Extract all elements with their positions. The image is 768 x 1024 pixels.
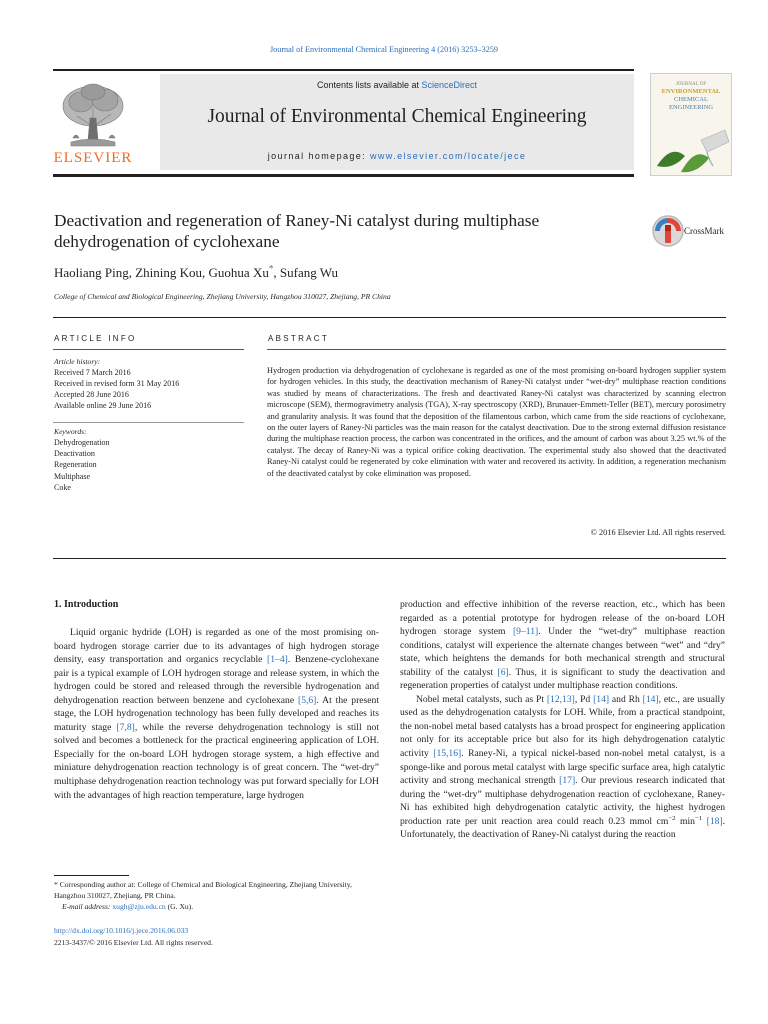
abstract-rule: [267, 349, 726, 350]
text-run: Nobel metal catalysts, such as Pt: [416, 693, 547, 705]
text-run: min: [675, 815, 695, 827]
citation-link[interactable]: [15,16]: [433, 748, 462, 760]
keyword: Deactivation: [54, 449, 95, 458]
paragraph: [400, 693, 725, 842]
text-run: . Benzene-cyclohexane pair is a typical example of LOH hydrogen storage and release system, in which the hydrogen could be stored and released through the reversible hydrogenation and dehydrogenation reaction between benzene and cyclohexane: [54, 654, 379, 706]
text-run: production and effective inhibition of the reverse reaction, etc., which has been regarded as a potential prototype for hydrogen release of the on-board LOH hydrogen storage system: [400, 599, 725, 638]
footnote-text: Corresponding author at: College of Chemical and Biological Engineering, Zhejiang University, Hangzhou 310027, Zhejiang, PR China.: [54, 880, 352, 900]
text-run: , while the reverse dehydrogenation technology is still not solved and becomes a bottleneck for the practical engineering application of LOH. Especially for the on-board LOH hydrogen storage system, a high effective and miniature dehydrogenation reaction technology is of great concern. The “wet-dry” multiphase dehydrogenation reaction technology was put forward specially for LOH with the advantages of high reaction temperature, large hydrogen: [54, 721, 379, 801]
crossmark-label[interactable]: CrossMark: [684, 226, 724, 236]
citation-link[interactable]: [18]: [706, 815, 723, 827]
cover-line: JOURNAL OF: [675, 82, 707, 87]
article-title-line: Deactivation and regeneration of Raney-Ni catalyst during multiphase: [54, 211, 540, 230]
info-rule: [53, 349, 244, 350]
crossmark-icon[interactable]: [650, 213, 686, 249]
citation-link[interactable]: [17]: [559, 775, 576, 787]
issn-line: 2213-3437/© 2016 Elsevier Ltd. All rights reserved.: [54, 938, 213, 947]
elsevier-wordmark: ELSEVIER: [53, 150, 133, 166]
citation-link[interactable]: [6]: [497, 666, 509, 678]
introduction-heading: 1. Introduction: [54, 599, 119, 610]
masthead-bottom-rule: [53, 174, 634, 177]
history-item: Received 7 March 2016: [54, 368, 131, 377]
abstract-text: Hydrogen production via dehydrogenation of cyclohexane is regarded as one of the most promising on-board hydrogen supplier system for hydrogen vehicles. In this study, the deactivation mechanism of Raney-Ni catalyst under “wet-dry” multiphase reaction conditions was studied by means of characterizations. The fresh and deactivated Raney-Ni catalyst was characterized by scanning electron microscope (SEM), thermogravimetry analysis (TGA), X-ray spectroscopy (XRD), Brunauer-Emmett-Teller (BET), mercury porosimetry and granularity analysis. It was found that the deposition of the filamentous carbon, which came from the side reactions of cyclohexane, on the outer layers of Raney-Ni particles was the main reason for the catalyst deactivation. Due to the strong external diffusion resistance during the multiphase reaction process, the carbon was concentrated in the orifices, and the amount of carbon was about 3.25 wt.% of the catalyst. The decay of Raney-Ni was a typical orifice coking deactivation. The experimental study also showed that the deactivated Raney-Ni catalyst could be regenerated by coke elimination with water and recovered its activity. In addition, a regeneration mechanism of the deactivated catalyst by coke elimination was proposed.: [267, 366, 726, 478]
left-column: [54, 626, 379, 802]
citation-link[interactable]: [9–11]: [512, 626, 539, 638]
history-item: Accepted 28 June 2016: [54, 390, 129, 399]
citation-link[interactable]: [12,13]: [546, 693, 575, 705]
keywords-title: Keywords:: [54, 427, 87, 436]
footnote-mark: *: [54, 880, 58, 889]
paragraph: [54, 626, 379, 802]
cover-line: CHEMICAL: [674, 96, 708, 103]
right-column: [400, 598, 725, 842]
citation-link[interactable]: [7,8]: [116, 721, 135, 733]
text-run: . Our previous research indicated that during the “wet-dry” multiphase dehydrogenation reaction of cyclohexane, Raney-Ni has exhibited high dehydrogenation catalytic activity, the highest hydrogen production rate per unit reaction area could reach 0.23 mmol cm: [400, 775, 725, 827]
paragraph: [400, 598, 725, 693]
abstract-heading: ABSTRACT: [268, 334, 330, 343]
article-title-line: dehydrogenation of cyclohexane: [54, 232, 280, 251]
homepage-line: [160, 151, 634, 161]
author-list: [54, 265, 338, 281]
contents-line: [160, 80, 634, 90]
keyword: Multiphase: [54, 472, 90, 481]
superscript: −2: [668, 814, 676, 822]
section-rule: [53, 558, 726, 559]
cover-line: ENVIRONMENTAL: [661, 88, 721, 95]
article-title: [54, 210, 644, 252]
citation-link[interactable]: [1–4]: [267, 654, 288, 666]
authors-after: , Sufang Wu: [273, 265, 338, 280]
corresponding-author-footnote: [54, 880, 379, 912]
journal-cover-thumbnail[interactable]: [650, 73, 732, 176]
text-run: . Thus, it is significant to study the deactivation and regeneration properties of catalyst under multiphase reaction conditions.: [400, 666, 725, 692]
cover-line: ENGINEERING: [668, 104, 714, 111]
keyword: Coke: [54, 483, 71, 492]
citation-link[interactable]: [14]: [593, 693, 610, 705]
history-title: Article history:: [54, 357, 101, 366]
authors-before: Haoliang Ping, Zhining Kou, Guohua Xu: [54, 265, 269, 280]
text-run: , Pd: [574, 693, 594, 705]
section-rule: [53, 317, 726, 318]
text-run: . Under the “wet-dry” multiphase reaction conditions, catalyst will experience the alternate changes between “wet” and “dry” state, which heightens the demands for both mechanical strength and structural stability of the catalyst: [400, 626, 725, 678]
superscript: −1: [694, 814, 703, 822]
text-run: . At the present stage, the LOH hydrogenation technology has been fully developed and reaches its maturity stage: [54, 694, 379, 733]
text-run: Liquid organic hydride (LOH) is regarded as one of the most promising on-board hydrogen storage carrier due to its advantages of high hydrogen storage density, easy transportation and organics recyclable: [54, 627, 379, 666]
keyword: Dehydrogenation: [54, 438, 110, 447]
footnote-rule: [54, 875, 129, 876]
keyword: Regeneration: [54, 460, 97, 469]
text-run: . Raney-Ni, a typical nickel-based non-nobel metal catalyst, is a sponge-like and porous metal catalyst with large specific surface area, high catalytic activity and strong mechanical strength: [400, 748, 725, 787]
history-item: Available online 29 June 2016: [54, 401, 152, 410]
cover-leaf-image: [651, 126, 731, 175]
citation-link[interactable]: [14]: [642, 693, 659, 705]
email-suffix: (G. Xu).: [165, 901, 194, 911]
citation-link[interactable]: [5,6]: [298, 694, 317, 706]
sciencedirect-link[interactable]: ScienceDirect: [421, 80, 478, 90]
email-link[interactable]: xugh@zju.edu.cn: [112, 901, 166, 911]
masthead-top-rule: [53, 69, 634, 71]
text-run: . Unfortunately, the deactivation of Raney-Ni catalyst during the reaction: [400, 815, 726, 841]
corresponding-author-mark[interactable]: *: [268, 263, 274, 274]
running-head[interactable]: Journal of Environmental Chemical Engineering 4 (2016) 3253–3259: [269, 45, 499, 54]
text-run: and Rh: [609, 693, 643, 705]
history-item: Received in revised form 31 May 2016: [54, 379, 180, 388]
doi-link[interactable]: http://dx.doi.org/10.1016/j.jece.2016.06.033: [54, 926, 189, 935]
text-run: , etc., are usually used as the dehydrogenation catalysts for LOH. While, from a practical standpoint, the non-nobel metal based catalysts has a broad prospect for engineering application not only for its acceptable price but also for its high dehydrogenation catalytic activity: [400, 693, 725, 760]
article-info-heading: ARTICLE INFO: [54, 334, 137, 343]
abstract-copyright: © 2016 Elsevier Ltd. All rights reserved.: [590, 528, 726, 537]
contents-prefix: Contents lists available at: [316, 80, 422, 90]
journal-title: Journal of Environmental Chemical Engineering: [207, 106, 587, 127]
keywords-rule: [53, 422, 244, 423]
homepage-link[interactable]: www.elsevier.com/locate/jece: [370, 151, 527, 161]
email-label: E-mail address:: [62, 901, 113, 911]
homepage-label: journal homepage:: [267, 151, 370, 161]
affiliation: College of Chemical and Biological Engineering, Zhejiang University, Hangzhou 310027, Zhejiang, PR China: [54, 292, 391, 301]
